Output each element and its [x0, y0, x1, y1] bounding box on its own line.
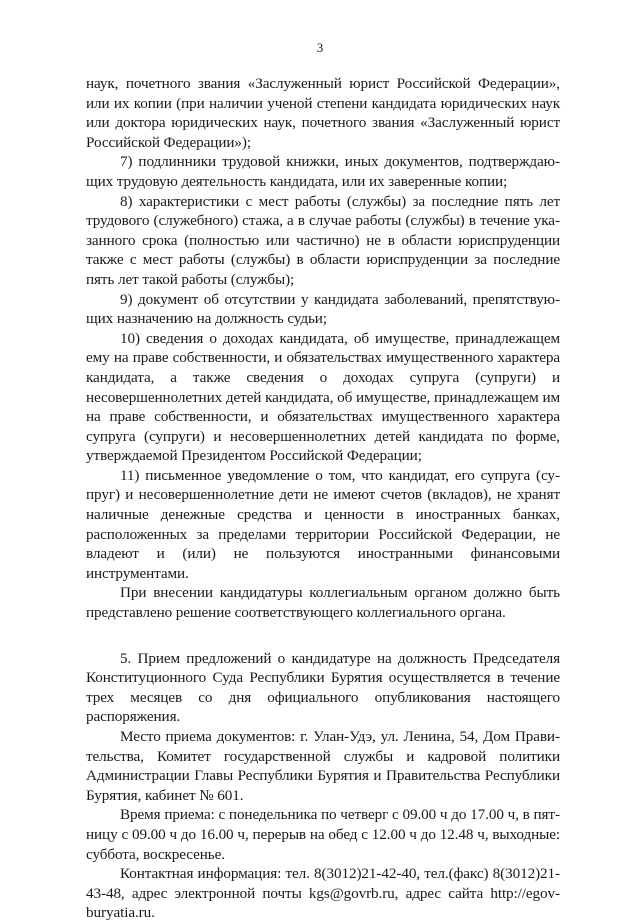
paragraph-item-11: 11) письменное уведомление о том, что кандидат, его супруга (супруг) и несовершеннолетние дети не имеют счетов (вкладов), не хранят наличные денежные средства и ценности в иностранных банках, расположенных за пределами территории Российской Федерации, не владеют и (или) не пользуются иностранными финансовыми инструментами.: [86, 466, 560, 582]
document-body: [86, 74, 560, 923]
paragraph-item-9: 9) документ об отсутствии у кандидата заболеваний, препятствующих назначению на должность судьи;: [86, 290, 560, 328]
paragraph-contact-info: Контактная информация: тел. 8(3012)21-42-40, тел.(факс) 8(3012)21-43-48, адрес электронной почты kgs@govrb.ru, адрес сайта http://egov-buryatia.ru.: [86, 865, 560, 922]
paragraph-section-5: 5. Прием предложений о кандидатуре на должность Председателя Конституционного Суда Республики Бурятия осуществляется в течение трех месяцев со дня официального опубликования настоящего распоряжения.: [86, 649, 560, 726]
paragraph-item-10: 10) сведения о доходах кандидата, об имуществе, принадлежащем ему на праве собственности, и обязательствах имущественного характера кандидата, а также сведения о доходах супруга (супруги) и несовершеннолетних детей кандидата, об имуществе, принадлежащем им на праве собственности, и обязательствах имущественного характера супруга (супруги) и несовершеннолетних детей кандидата по форме, утверждаемой Президентом Российской Федерации;: [86, 329, 560, 465]
paragraph-item-7: 7) подлинники трудовой книжки, иных документов, подтверждающих трудовую деятельность кандидата, или их заверенные копии;: [86, 153, 560, 190]
paragraph-reception-hours: Время приема: с понедельника по четверг с 09.00 ч до 17.00 ч, в пятницу с 09.00 ч до 16.00 ч, перерыв на обед с 12.00 ч до 12.48 ч, выходные: суббота, воскресенье.: [86, 806, 560, 863]
paragraph-continuation: наук, почетного звания «Заслуженный юрист Российской Федерации», или их копии (при наличии ученой степени кандидата юридических наук или доктора юридических наук, почетного звания «Заслуженный юрист Российской Федерации»);: [86, 75, 560, 151]
paragraph-location: Место приема документов: г. Улан-Удэ, ул. Ленина, 54, Дом Правительства, Комитет государственной службы и кадровой политики Администрации Главы Республики Бурятия и Правительства Республики Бурятия, кабинет № 601.: [86, 728, 560, 804]
page-number: 3: [316, 40, 324, 55]
paragraph-collegial-note: При внесении кандидатуры коллегиальным органом должно быть представлено решение соответствующего коллегиального органа.: [86, 584, 560, 622]
paragraph-item-8: 8) характеристики с мест работы (службы) за последние пять лет трудового (служебного) стажа, а в случае работы (службы) в течение указанного срока (полностью или частично) не в области юриспруденции также с мест работы (службы) в области юриспруденции за последние пять лет такой работы (службы);: [86, 192, 560, 288]
